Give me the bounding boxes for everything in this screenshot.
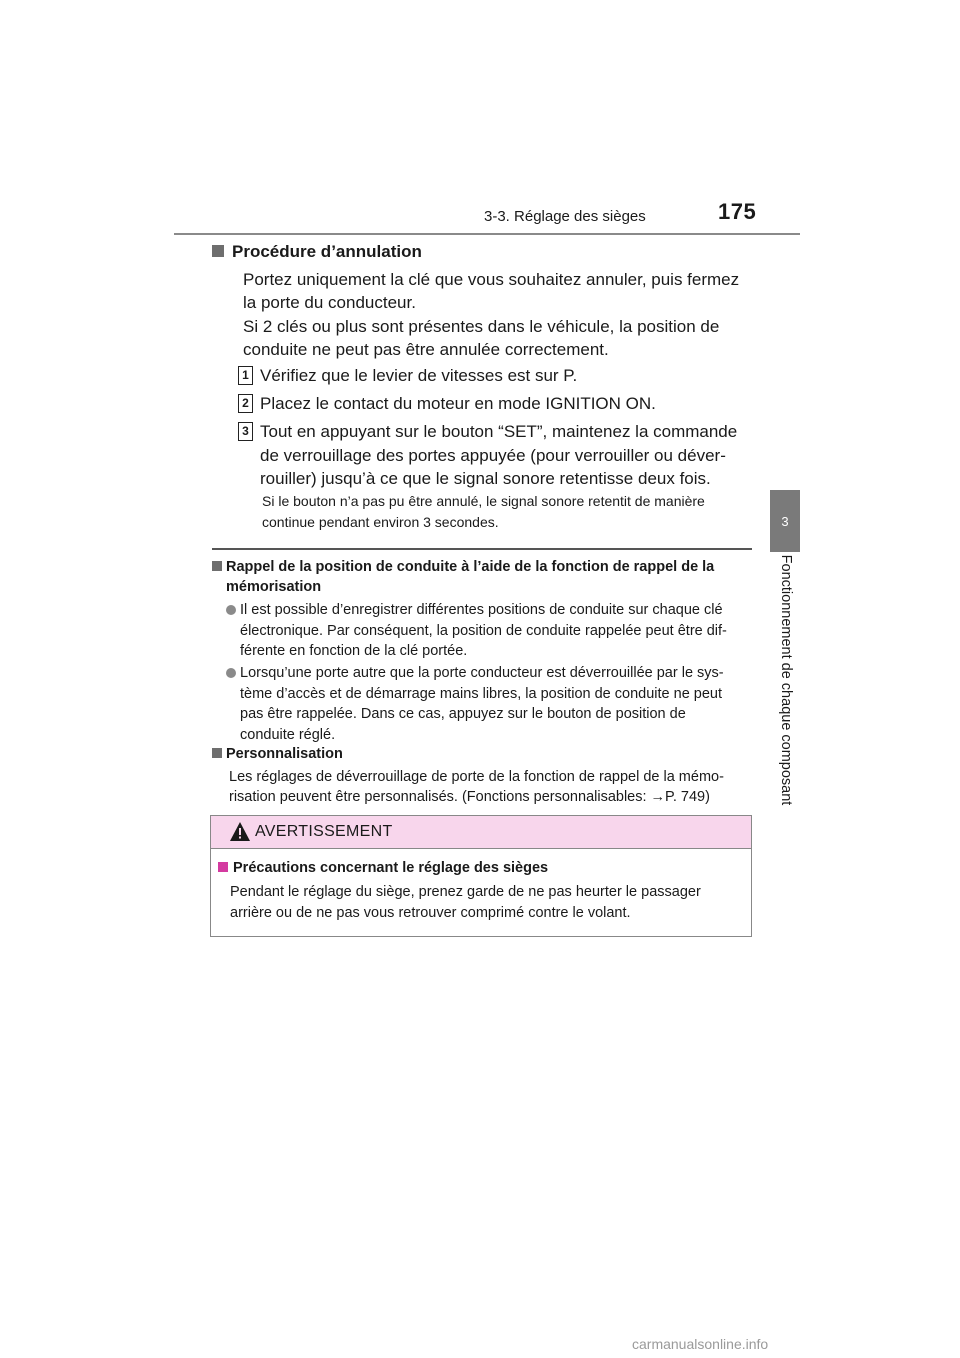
list-item-line: férente en fonction de la clé portée. — [240, 643, 468, 659]
warning-title-text: Précautions concernant le réglage des sièges — [233, 860, 549, 876]
warning-triangle-icon — [229, 821, 251, 843]
recall-heading — [212, 557, 752, 597]
recall-heading-line: Rappel de la position de conduite à l’aide de la fonction de rappel de la — [226, 559, 715, 575]
square-bullet-icon — [212, 748, 222, 758]
step-text: Placez le contact du moteur en mode IGNITION ON. — [260, 394, 656, 413]
section-divider — [212, 548, 752, 550]
page-number: 175 — [718, 199, 757, 224]
circle-bullet-icon — [226, 668, 236, 678]
warning-header — [211, 816, 751, 849]
cancel-intro-line: Si 2 clés ou plus sont présentes dans le véhicule, la position de — [243, 317, 720, 336]
cancel-heading — [212, 242, 422, 262]
header-rule — [174, 233, 800, 235]
step-text: Tout en appuyant sur le bouton “SET”, maintenez la commande — [260, 422, 738, 441]
warning-text-line: arrière ou de ne pas vous retrouver comprimé contre le volant. — [230, 904, 631, 921]
custom-heading-text: Personnalisation — [226, 746, 343, 762]
cancel-intro-line: conduite ne peut pas être annulée correctement. — [243, 340, 609, 359]
cancel-intro-line: la porte du conducteur. — [243, 293, 416, 312]
list-item-line: électronique. Par conséquent, la position de conduite rappelée peut être dif- — [240, 622, 727, 639]
chapter-side-label — [776, 555, 796, 805]
step-text: de verrouillage des portes appuyée (pour verrouiller ou déver- — [260, 445, 726, 465]
step-number-badge: 2 — [238, 394, 253, 413]
chapter-tab: 3 — [770, 490, 800, 552]
step-number-badge: 3 — [238, 422, 253, 441]
square-bullet-icon — [218, 862, 228, 872]
list-item — [226, 600, 752, 662]
custom-heading — [212, 744, 752, 764]
warning-title — [218, 860, 548, 876]
warning-box — [210, 815, 752, 937]
recall-heading-line: mémorisation — [226, 579, 322, 595]
step-text: rouiller) jusqu’à ce que le signal sonore retentisse deux fois. — [260, 469, 711, 488]
warning-label: AVERTISSEMENT — [255, 823, 393, 840]
list-item-line: Il est possible d’enregistrer différentes positions de conduite sur chaque clé — [240, 602, 723, 618]
warning-text — [230, 882, 740, 923]
cancel-note-line: continue pendant environ 3 secondes. — [262, 514, 499, 530]
circle-bullet-icon — [226, 605, 236, 615]
square-bullet-icon — [212, 561, 222, 571]
list-item-line: conduite réglé. — [240, 726, 336, 743]
section-title: 3-3. Réglage des sièges — [484, 208, 646, 225]
warning-text-line: Pendant le réglage du siège, prenez garde de ne pas heurter le passager — [230, 884, 701, 900]
cancel-heading-text: Procédure d’annulation — [232, 242, 422, 261]
custom-text-line: Les réglages de déverrouillage de porte de la fonction de rappel de la mémo- — [229, 769, 724, 785]
page-header — [0, 0, 960, 240]
square-bullet-icon — [212, 245, 224, 257]
chapter-title: Fonctionnement de chaque composant — [778, 554, 794, 806]
cancel-note-line: Si le bouton n’a pas pu être annulé, le signal sonore retentit de manière — [262, 493, 705, 509]
list-item-line: pas être rappelée. Dans ce cas, appuyez sur le bouton de position de — [240, 706, 686, 722]
step-3 — [238, 420, 746, 491]
step-text: Vérifiez que le levier de vitesses est sur P. — [260, 366, 578, 385]
cancel-intro-line: Portez uniquement la clé que vous souhaitez annuler, puis fermez — [243, 270, 740, 289]
step-2 — [238, 392, 746, 416]
step-1 — [238, 364, 746, 388]
list-item-line: Lorsqu’une porte autre que la porte conducteur est déverrouillée par le sys- — [240, 665, 724, 681]
list-item — [226, 663, 752, 745]
step-number-badge: 1 — [238, 366, 253, 385]
watermark: carmanualsonline.info — [632, 1336, 769, 1352]
list-item-line: tème d’accès et de démarrage mains libres, la position de conduite ne peut — [240, 685, 723, 702]
custom-text-line: risation peuvent être personnalisés. (Fonctions personnalisables: →P. 749) — [229, 789, 710, 805]
